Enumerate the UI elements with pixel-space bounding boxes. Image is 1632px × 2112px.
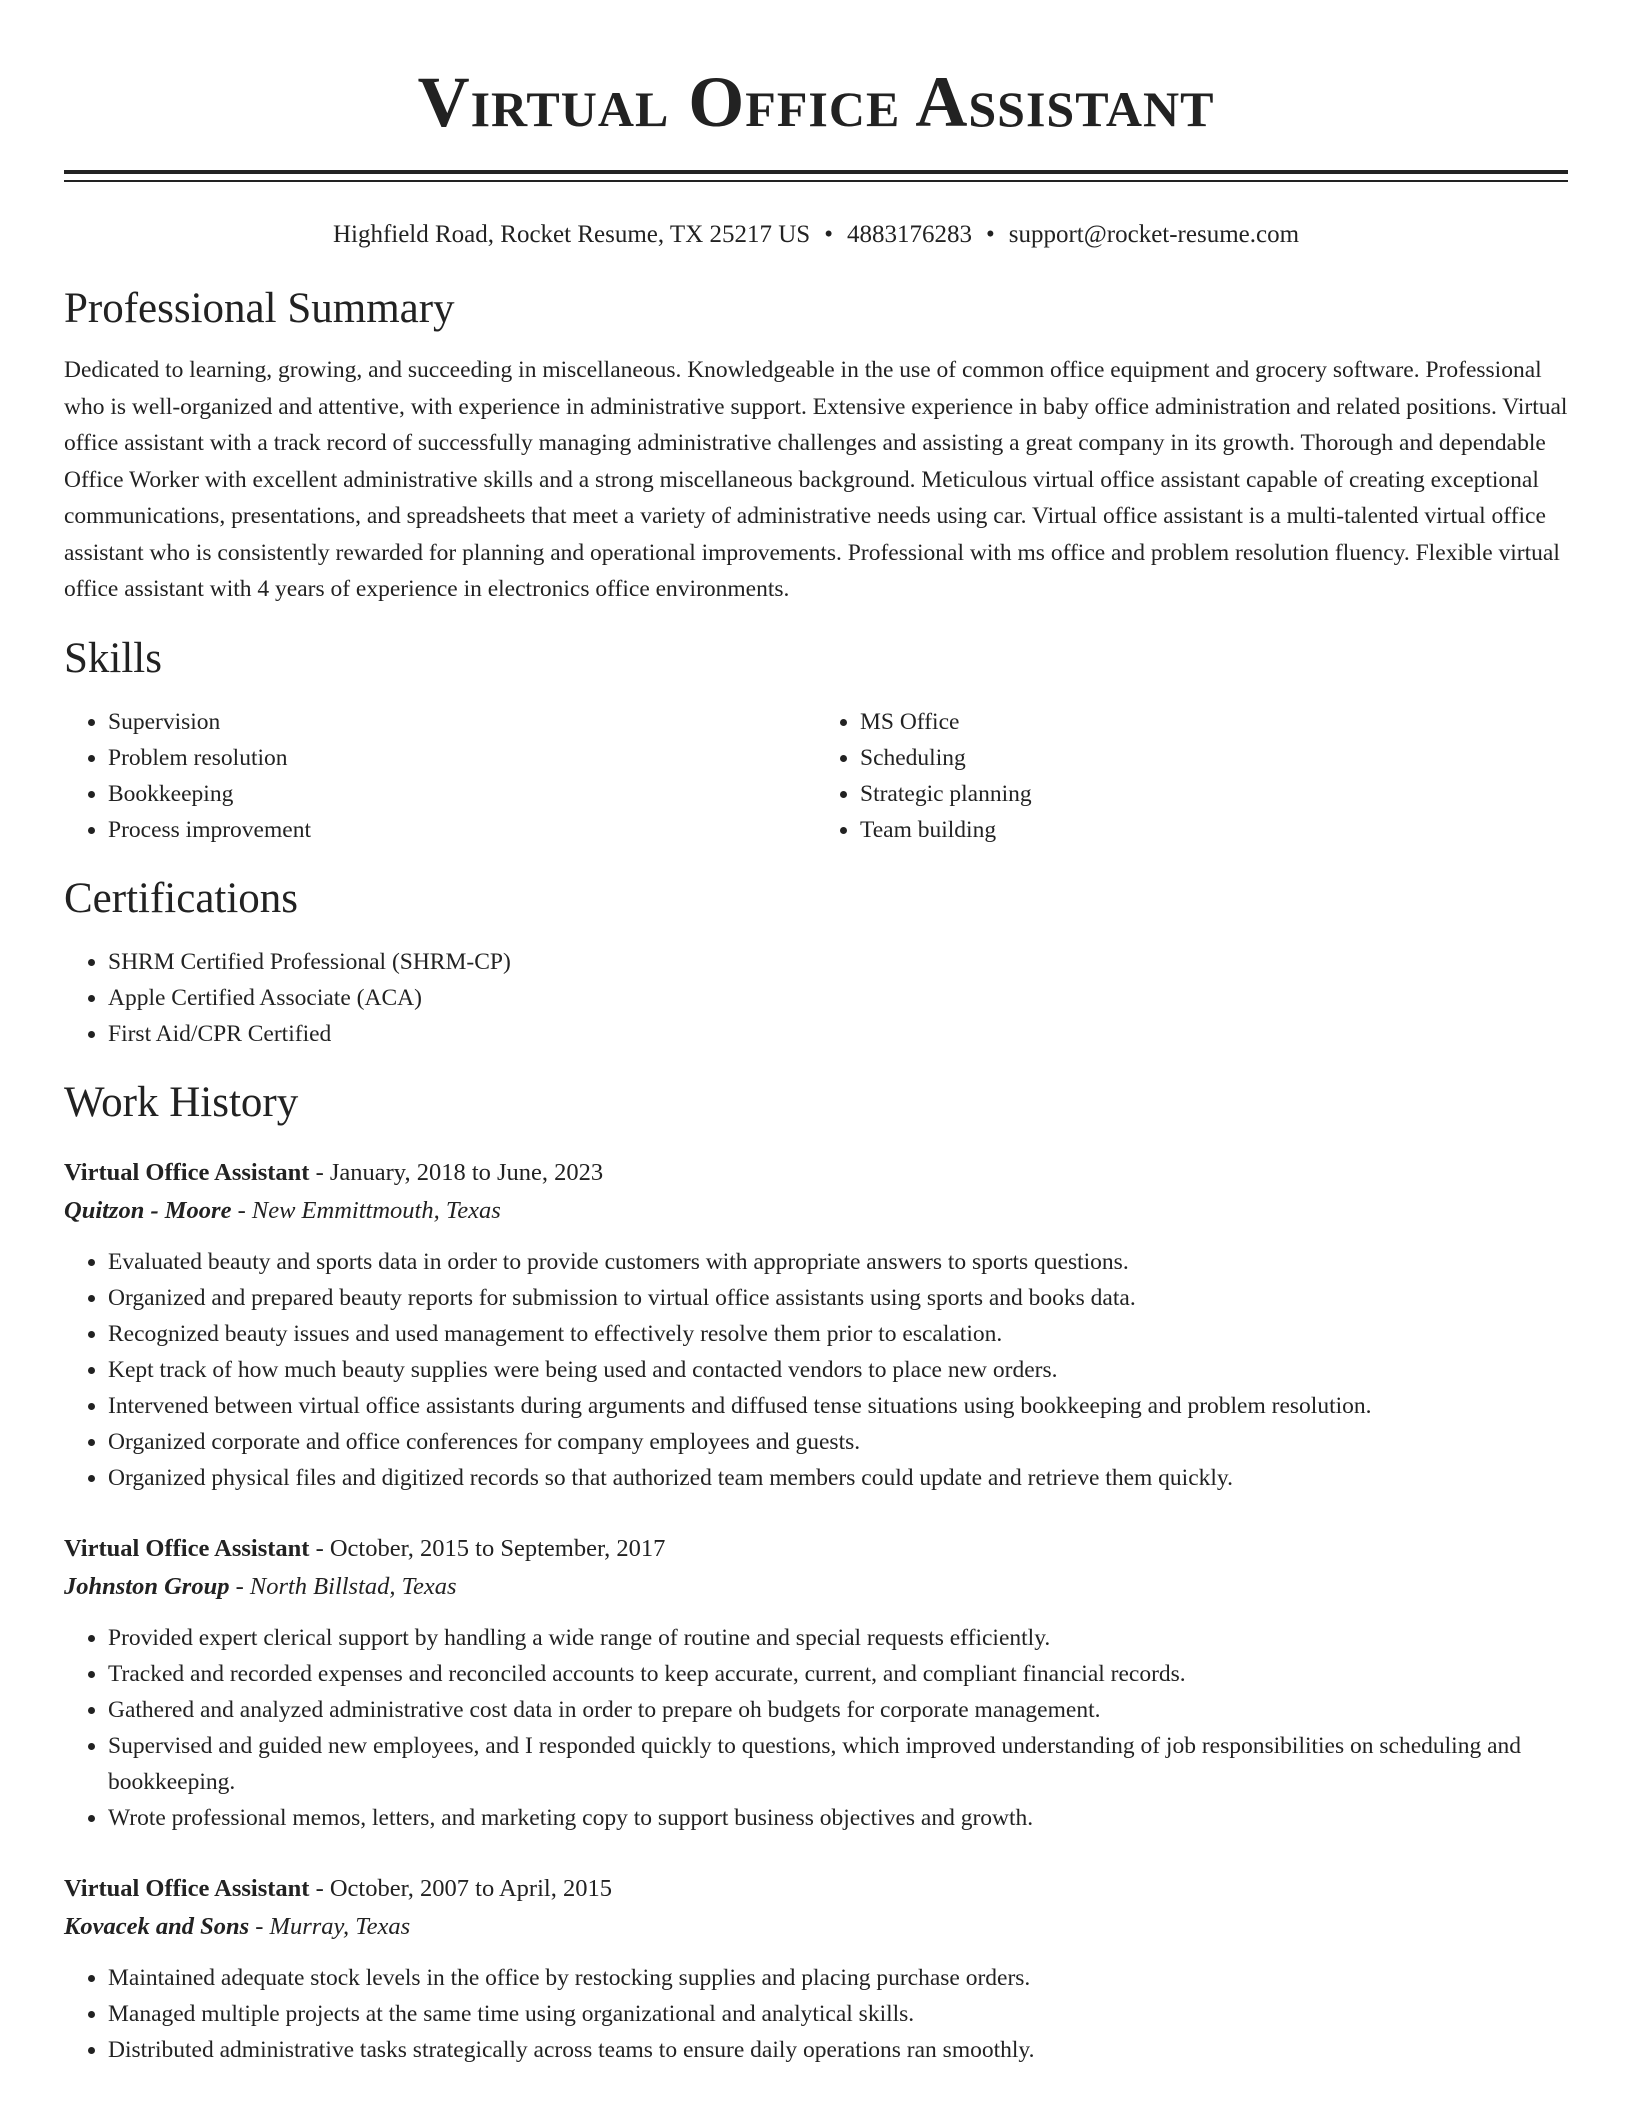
resume-name: Virtual Office Assistant: [417, 62, 1215, 142]
job-entry: [64, 1154, 1568, 1496]
job-bullet: • Organized corporate and office conferences for company employees and guests.: [108, 1424, 1568, 1460]
job-bullets: [64, 1960, 1568, 2068]
job-location: - North Billstad, Texas: [229, 1572, 457, 1600]
header-rule-thin: [64, 180, 1568, 182]
job-bullet: • Gathered and analyzed administrative cost data in order to prepare oh budgets for corporate management.: [108, 1692, 1568, 1728]
skills-list-right: [816, 704, 1568, 848]
job-company: Johnston Group: [64, 1572, 230, 1600]
skill-item: • Strategic planning: [860, 776, 1568, 812]
skill-item: • Scheduling: [860, 740, 1568, 776]
job-title: Virtual Office Assistant: [64, 1874, 310, 1902]
job-entry: [64, 1870, 1568, 2068]
job-location: - Murray, Texas: [249, 1912, 411, 1940]
job-bullet: • Managed multiple projects at the same time using organizational and analytical skills.: [108, 1996, 1568, 2032]
job-bullet: • Distributed administrative tasks strategically across teams to ensure daily operations ran smoothly.: [108, 2032, 1568, 2068]
certification-item: • SHRM Certified Professional (SHRM-CP): [108, 944, 1568, 980]
job-dates: - October, 2007 to April, 2015: [309, 1874, 612, 1902]
skills-list-left: [64, 704, 816, 848]
job-bullet: • Maintained adequate stock levels in the office by restocking supplies and placing purchase orders.: [108, 1960, 1568, 1996]
job-dates: - October, 2015 to September, 2017: [309, 1534, 666, 1562]
job-company: Kovacek and Sons: [64, 1912, 250, 1940]
skill-item: • Supervision: [108, 704, 816, 740]
job-bullet: • Evaluated beauty and sports data in order to provide customers with appropriate answers to sports questions.: [108, 1244, 1568, 1280]
job-company-line: [64, 1908, 1568, 1946]
certifications-list: [64, 944, 1568, 1052]
skill-item: • Team building: [860, 812, 1568, 848]
contact-address: Highfield Road, Rocket Resume, TX 25217 US: [332, 221, 811, 248]
job-header: [64, 1870, 1568, 1908]
section-title-skills: Skills: [64, 634, 162, 682]
job-company-line: [64, 1192, 1568, 1230]
job-title: Virtual Office Assistant: [64, 1534, 310, 1562]
job-bullet: • Kept track of how much beauty supplies were being used and contacted vendors to place new orders.: [108, 1352, 1568, 1388]
job-bullet: • Recognized beauty issues and used management to effectively resolve them prior to escalation.: [108, 1316, 1568, 1352]
certification-item: • Apple Certified Associate (ACA): [108, 980, 1568, 1016]
contact-separator: •: [985, 221, 995, 248]
contact-phone: 4883176283: [846, 221, 972, 248]
header-rule-thick: [64, 170, 1568, 174]
job-bullet: • Organized and prepared beauty reports for submission to virtual office assistants using sports and books data.: [108, 1280, 1568, 1316]
contact-separator: •: [824, 221, 833, 248]
job-dates: - January, 2018 to June, 2023: [309, 1158, 604, 1186]
job-bullet: • Provided expert clerical support by handling a wide range of routine and special requests efficiently.: [108, 1620, 1568, 1656]
job-bullets: [64, 1244, 1568, 1496]
job-title: Virtual Office Assistant: [64, 1158, 310, 1186]
job-bullet: • Supervised and guided new employees, and I responded quickly to questions, which improved understanding of job responsibilities on scheduling and bookkeeping.: [108, 1728, 1568, 1800]
job-company-line: [64, 1568, 1568, 1606]
section-title-certifications: Certifications: [64, 874, 299, 922]
contact-email: support@rocket-resume.com: [1008, 221, 1300, 248]
job-location: - New Emmittmouth, Texas: [231, 1196, 501, 1224]
section-title-summary: Professional Summary: [64, 285, 455, 332]
job-company: Quitzon - Moore: [64, 1196, 232, 1224]
job-entry: [64, 1530, 1568, 1836]
job-bullet: • Tracked and recorded expenses and reconciled accounts to keep accurate, current, and compliant financial records.: [108, 1656, 1568, 1692]
job-bullet: • Organized physical files and digitized records so that authorized team members could update and retrieve them quickly.: [108, 1460, 1568, 1496]
job-header: [64, 1154, 1568, 1192]
skill-item: • Problem resolution: [108, 740, 816, 776]
skill-item: • Bookkeeping: [108, 776, 816, 812]
section-title-work-history: Work History: [64, 1078, 299, 1126]
certification-item: • First Aid/CPR Certified: [108, 1016, 1568, 1052]
summary-text: Dedicated to learning, growing, and succeeding in miscellaneous. Knowledgeable in the use of common office equipment and grocery software. Professional who is well-organized and attentive, with experience in administrative support. Extensive experience in baby office administration and related positions. Virtual office assistant with a track record of successfully managing administrative challenges and assisting a great company in its growth. Thorough and dependable Office Worker with excellent administrative skills and a strong miscellaneous background. Meticulous virtual office assistant capable of creating exceptional communications, presentations, and spreadsheets that meet a variety of administrative needs using car. Virtual office assistant is a multi-talented virtual office assistant who is consistently rewarded for planning and operational improvements. Professional with ms office and problem resolution fluency. Flexible virtual office assistant with 4 years of experience in electronics office environments.: [64, 357, 1568, 602]
contact-line: [64, 220, 1568, 250]
job-header: [64, 1530, 1568, 1568]
skills-columns: [64, 704, 1568, 848]
skill-item: • Process improvement: [108, 812, 816, 848]
job-bullet: • Intervened between virtual office assistants during arguments and diffused tense situations using bookkeeping and problem resolution.: [108, 1388, 1568, 1424]
job-bullet: • Wrote professional memos, letters, and marketing copy to support business objectives and growth.: [108, 1800, 1568, 1836]
skill-item: • MS Office: [860, 704, 1568, 740]
job-bullets: [64, 1620, 1568, 1836]
